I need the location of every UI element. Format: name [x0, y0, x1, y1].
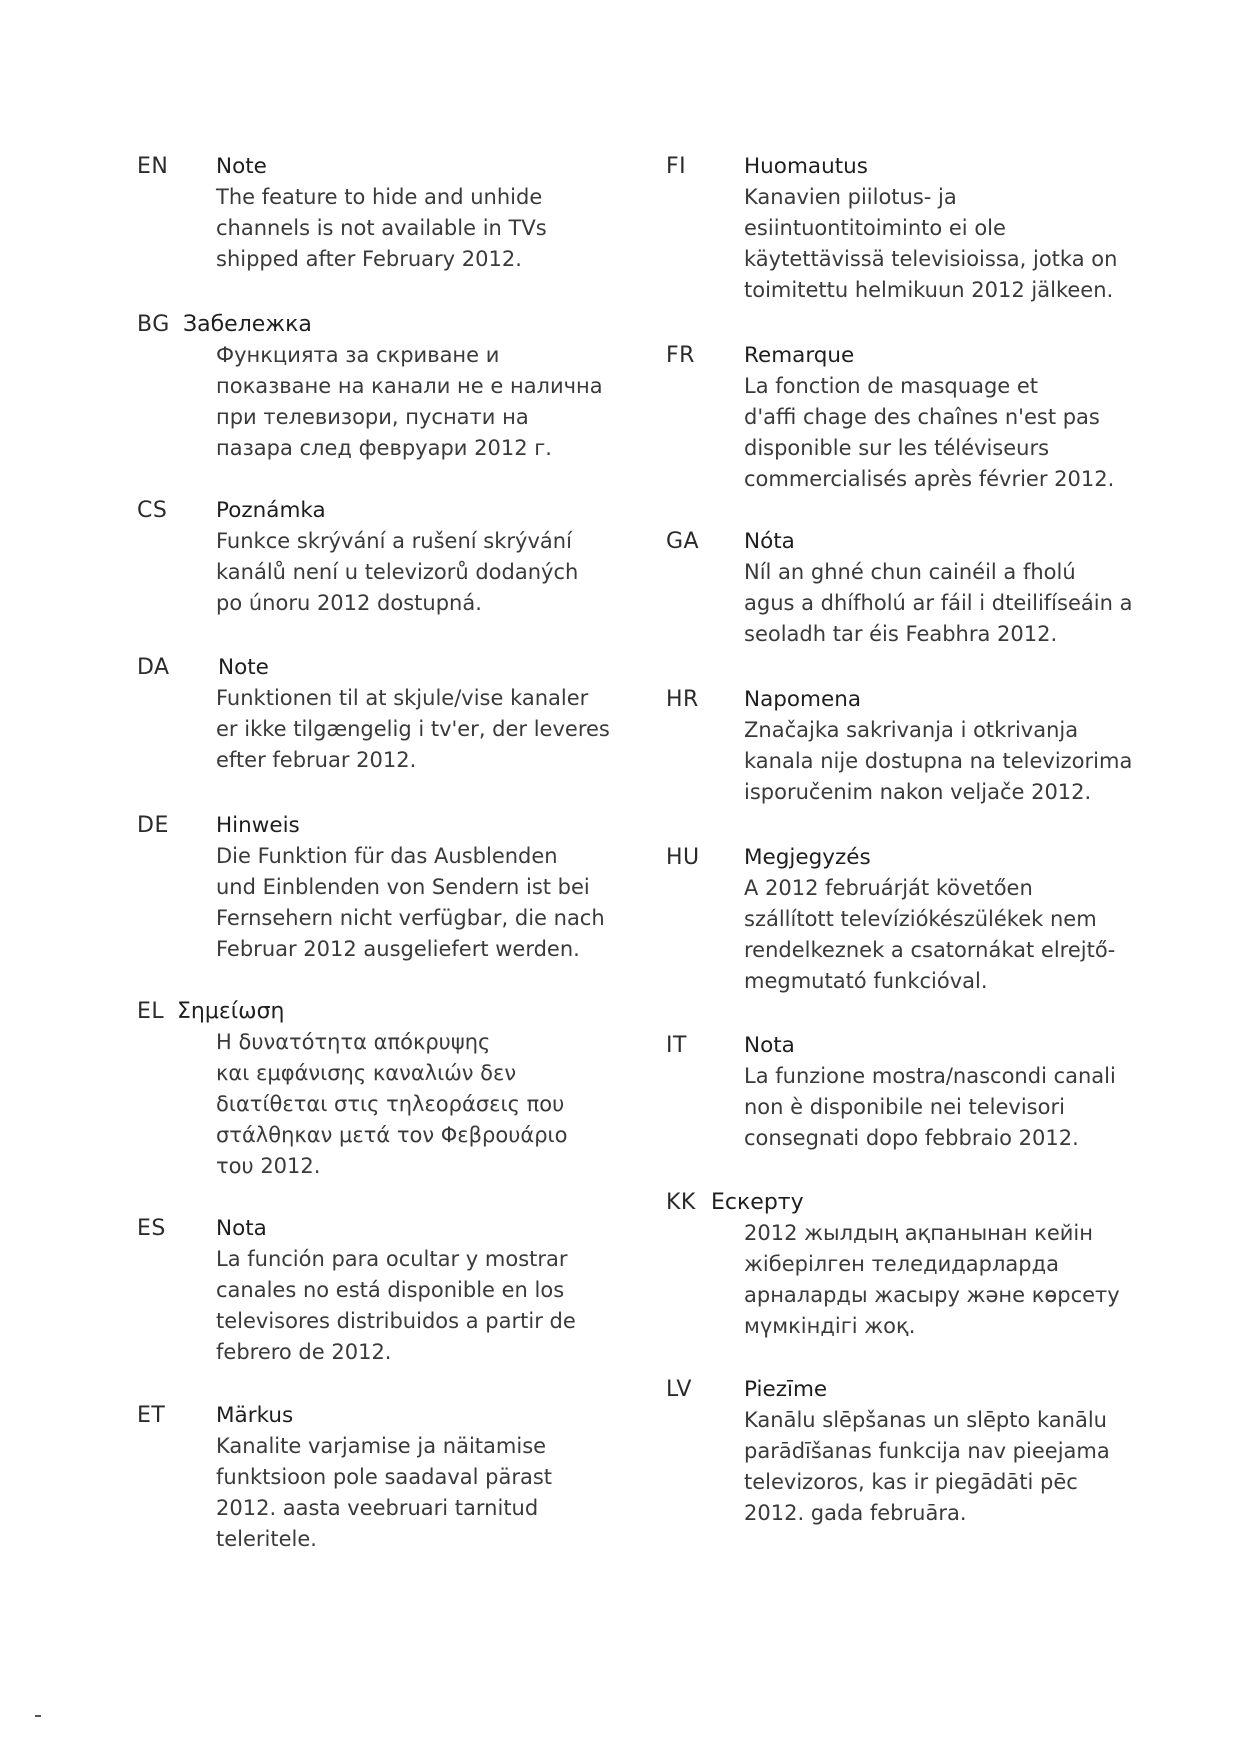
note-text: Funkce skrývání a rušení skrývání kanálů není u televizorů dodaných po únoru 2012 dostupná.: [216, 529, 579, 615]
note-text: 2012 жылдың ақпанынан кейін жіберілген теледидарларда арналарды жасыру және көрсету мүмкіндігі жоқ.: [744, 1221, 1120, 1338]
language-code: LV: [666, 1377, 692, 1402]
language-code: ES: [137, 1216, 166, 1241]
language-code: ET: [137, 1403, 166, 1428]
note-heading: Note: [218, 655, 269, 680]
language-code: KK: [666, 1190, 696, 1215]
note-heading: Hinweis: [216, 813, 300, 838]
note-heading: Huomautus: [744, 154, 868, 179]
note-text: Funktionen til at skjule/vise kanaler er ikke tilgængelig i tv'er, der leveres efter februar 2012.: [216, 686, 610, 772]
language-code: FR: [666, 343, 695, 368]
note-text: The feature to hide and unhide channels is not available in TVs shipped after February 2012.: [216, 185, 547, 271]
language-code: BG: [137, 312, 170, 337]
language-code: IT: [666, 1033, 687, 1058]
note-heading: Megjegyzés: [744, 845, 871, 870]
note-text: Značajka sakrivanja i otkrivanja kanala nije dostupna na televizorima isporučenim nakon veljače 2012.: [744, 718, 1133, 804]
note-heading: Poznámka: [216, 498, 326, 523]
note-heading: Napomena: [744, 687, 862, 712]
language-code: FI: [666, 154, 687, 179]
note-text: A 2012 februárját követően szállított televíziókészülékek nem rendelkeznek a csatornákat elrejtő- megmutató funkcióval.: [744, 876, 1116, 993]
language-code: HR: [666, 687, 699, 712]
language-code: CS: [137, 498, 168, 523]
note-heading: Remarque: [744, 343, 855, 368]
note-text: Die Funktion für das Ausblenden und Einblenden von Sendern ist bei Fernsehern nicht verfügbar, die nach Februar 2012 ausgeliefert werden.: [216, 844, 605, 961]
note-text: La funzione mostra/nascondi canali non è disponibile nei televisori consegnati dopo febbraio 2012.: [744, 1064, 1116, 1150]
note-heading: Piezīme: [744, 1377, 828, 1402]
note-heading: Забележка: [183, 312, 312, 337]
note-heading: Nota: [744, 1033, 795, 1058]
note-text: Η δυνατότητα απόκρυψης και εμφάνισης καναλιών δεν διατίθεται στις τηλεοράσεις που στάλθηκαν μετά τον Φεβρουάριο του 2012.: [216, 1030, 568, 1178]
note-text: Kanālu slēpšanas un slēpto kanālu parādīšanas funkcija nav pieejama televizoros, kas ir piegādāti pēc 2012. gada februāra.: [744, 1408, 1110, 1525]
note-heading: Nóta: [744, 529, 795, 554]
language-code: DA: [137, 655, 170, 680]
note-heading: Märkus: [216, 1403, 294, 1428]
note-heading: Nota: [216, 1216, 267, 1241]
note-heading: Note: [216, 154, 267, 179]
note-text: Функцията за скриване и показване на канали не е налична при телевизори, пуснати на пазара след февруари 2012 г.: [216, 343, 603, 460]
note-heading: Ескерту: [711, 1190, 804, 1215]
note-text: Kanalite varjamise ja näitamise funktsioon pole saadaval pärast 2012. aasta veebruari tarnitud teleritele.: [216, 1434, 553, 1551]
language-code: HU: [666, 845, 700, 870]
page-edge-mark: [35, 1715, 41, 1717]
note-heading: Σημείωση: [177, 999, 285, 1024]
note-text: Níl an ghné chun cainéil a fholú agus a dhífholú ar fáil i dteilifíseáin a seoladh tar éis Feabhra 2012.: [744, 560, 1133, 646]
language-code: EN: [137, 154, 169, 179]
language-code: EL: [137, 999, 165, 1024]
note-text: La fonction de masquage et d'affi chage des chaînes n'est pas disponible sur les téléviseurs commercialisés après février 2012.: [744, 374, 1115, 491]
language-code: DE: [137, 813, 169, 838]
note-text: Kanavien piilotus- ja esiintuontitoiminto ei ole käytettävissä televisioissa, jotka on toimitettu helmikuun 2012 jälkeen.: [744, 185, 1118, 302]
language-code: GA: [666, 529, 700, 554]
note-text: La función para ocultar y mostrar canales no está disponible en los televisores distribuidos a partir de febrero de 2012.: [216, 1247, 576, 1364]
